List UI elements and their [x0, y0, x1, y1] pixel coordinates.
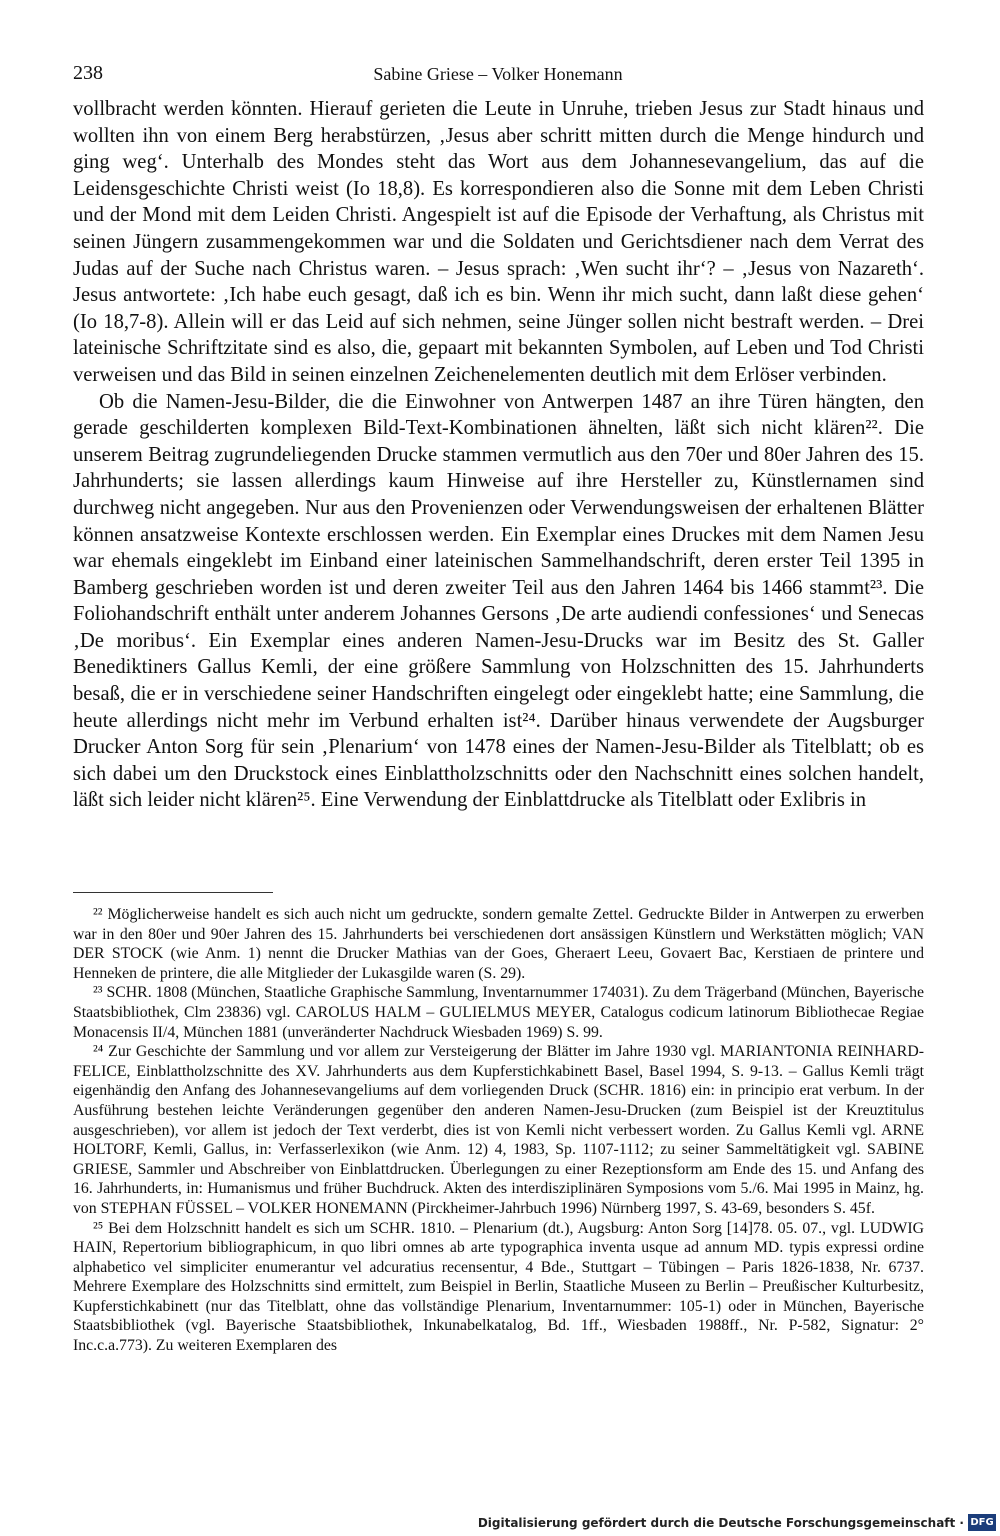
footnote-23: ²³ SCHR. 1808 (München, Staatliche Graphische Sammlung, Inventarnummer 174031). Zu dem Trägerband (München, Bayerische Staatsbibliothek, Clm 23836) vgl. CAROLUS HALM – GULIELMUS MEYER, Catalogus codicum latinorum Bibliothecae Regiae Monacensis II/4, München 1881 (unveränderter Nachdruck Wiesbaden 1969) S. 99.	[73, 984, 924, 1041]
footer-credit: Digitalisierung gefördert durch die Deutsche Forschungsgemeinschaft ·	[477, 1516, 964, 1530]
page-header	[73, 62, 923, 90]
body-paragraph: Ob die Namen-Jesu-Bilder, die die Einwohner von Antwerpen 1487 an ihre Türen hängten, den gerade geschilderten komplexen Bild-Text-Kombinationen ähnelten, läßt sich nicht klären²². Die unserem Beitrag zugrundeliegenden Drucke stammen vermutlich aus den 70er und 80er Jahren des 15. Jahrhunderts; sie lassen allerdings kaum Hinweise auf ihre Hersteller zu, Künstlernamen sind durchweg nicht angegeben. Nur aus den Provenienzen oder Verwendungsweisen der erhaltenen Blätter können ansatzweise Kontexte erschlossen werden. Ein Exemplar eines Druckes mit dem Namen Jesu war ehemals eingeklebt im Einband einer lateinischen Sammelhandschrift, deren erster Teil 1395 in Bamberg geschrieben worden ist und deren zweiter Teil aus den Jahren 1464 bis 1466 stammt²³. Die Foliohandschrift enthält unter anderem Johannes Gersons ‚De arte audiendi confessiones‘ und Senecas ‚De moribus‘. Ein Exemplar eines anderen Namen-Jesu-Drucks war im Besitz des St. Galler Benediktiners Gallus Kemli, der eine größere Sammlung von Holzschnitten des 15. Jahrhunderts besaß, die er in verschiedene seiner Handschriften eingelegt oder eingeklebt hatte; eine Sammlung, die heute allerdings nicht mehr im Verbund erhalten ist²⁴. Darüber hinaus verwendete der Augsburger Drucker Anton Sorg für sein ‚Plenarium‘ von 1478 eines der Namen-Jesu-Bilder als Titelblatt; ob es sich dabei um den Druckstock eines Einblattholzschnitts oder den Nachschnitt eines solchen handelt, läßt sich leider nicht klären²⁵. Eine Verwendung der Einblattdrucke als Titelblatt oder Exlibris in	[73, 390, 924, 812]
page-number: 238	[73, 62, 103, 84]
body-text	[73, 96, 924, 814]
footnotes	[73, 905, 924, 1356]
body-paragraph: vollbracht werden könnten. Hierauf gerieten die Leute in Unruhe, trieben Jesus zur Stadt hinaus und wollten ihn von einem Berg herabstürzen, ‚Jesus aber schritt mitten durch die Menge hindurch und ging weg‘. Unterhalb des Mondes steht das Wort aus dem Johannesevangelium, das auf die Leidensgeschichte Christi weist (Io 18,8). Es korrespondieren also die Sonne mit dem Leben Christi und der Mond mit dem Leiden Christi. Angespielt ist auf die Episode der Verhaftung, als Christus mit seinen Jüngern zusammengekommen war und die Soldaten und Gerichtsdiener nach dem Verrat des Judas auf der Suche nach Christus waren. – Jesus sprach: ‚Wen sucht ihr‘? – ‚Jesus von Nazareth‘. Jesus antwortete: ‚Ich habe euch gesagt, daß ich es bin. Wenn ihr mich sucht, dann laßt diese gehen‘ (Io 18,7-8). Allein will er das Leid auf sich nehmen, seine Jünger sollen nicht bestraft werden. – Drei lateinische Schriftzitate sind es also, die, gepaart mit bekannten Symbolen, auf Leben und Tod Christi verweisen und das Bild in seinen einzelnen Zeichenelementen deutlich mit dem Erlöser verbinden.	[73, 98, 924, 386]
dfg-logo: DFG	[968, 1514, 996, 1531]
digitization-footer	[477, 1512, 1000, 1536]
footnote-25: ²⁵ Bei dem Holzschnitt handelt es sich um SCHR. 1810. – Plenarium (dt.), Augsburg: Anton Sorg [14]78. 05. 07., vgl. LUDWIG HAIN, Repertorium bibliographicum, in quo libri omnes ab arte typographica inventa usque ad annum MD. typis expressi ordine alphabetico vel simpliciter enumerantur vel adcuratius recensentur, 4 Bde., Stuttgart – Tübingen – Paris 1826-1838, Nr. 6737. Mehrere Exemplare des Holzschnitts sind ermittelt, zum Beispiel in Berlin, Staatliche Museen zu Berlin – Preußischer Kulturbesitz, Kupferstichkabinett (nur das Titelblatt, ohne das vollständige Plenarium, Inventarnummer: 105-1) oder in München, Bayerische Staatsbibliothek (vgl. Bayerische Staatsbibliothek, Inkunabelkatalog, Bd. 1ff., Wiesbaden 1988ff., Nr. P-582, Signatur: 2° Inc.c.a.773). Zu weiteren Exemplaren des	[73, 1219, 924, 1355]
footnote-24: ²⁴ Zur Geschichte der Sammlung und vor allem zur Versteigerung der Blätter im Jahre 1930 vgl. MARIANTONIA REINHARD-FELICE, Einblattholzschnitte des XV. Jahrhunderts aus dem Kupferstichkabinett Basel, Basel 1994, S. 9-13. – Gallus Kemli trägt eigenhändig den Anfang des Johannesevangeliums auf dem vorliegenden Druck (SCHR. 1816) ein: in principio erat verbum. In der Ausführung bestehen leichte Veränderungen gegenüber den anderen Namen-Jesu-Drucken (zum Beispiel ist der Kreuztitulus ausgeschrieben), vor allem ist jedoch der Text verderbt, dies ist von Kemli nicht verbessert worden. Zu Gallus Kemli vgl. ARNE HOLTORF, Kemli, Gallus, in: Verfasserlexikon (wie Anm. 12) 4, 1983, Sp. 1107-1112; zu seiner Sammeltätigkeit vgl. SABINE GRIESE, Sammler und Abschreiber von Einblattdrucken. Überlegungen zu einer Rezeptionsform am Ende des 15. und Anfang des 16. Jahrhunderts, in: Humanismus und früher Buchdruck. Akten des interdisziplinären Symposions vom 5./6. Mai 1995 in Mainz, hg. von STEPHAN FÜSSEL – VOLKER HONEMANN (Pirckheimer-Jahrbuch 1996) Nürnberg 1997, S. 43-69, besonders S. 45f.	[73, 1043, 924, 1217]
running-head: Sabine Griese – Volker Honemann	[373, 64, 623, 84]
footnote-22: ²² Möglicherweise handelt es sich auch nicht um gedruckte, sondern gemalte Zettel. Gedruckte Bilder in Antwerpen zu erwerben war in den 80er und 90er Jahren des 15. Jahrhunderts bei verschiedenen dort ansässigen Künstlern und Werkstätten möglich; VAN DER STOCK (wie Anm. 1) nennt die Drucker Mathias van der Goes, Gheraert Leeu, Govaert Bac, Kerstiaen de printere und Henneken de printere, die alle Mitglieder der Lukasgilde waren (S. 29).	[73, 906, 924, 982]
footnote-separator	[73, 892, 273, 893]
